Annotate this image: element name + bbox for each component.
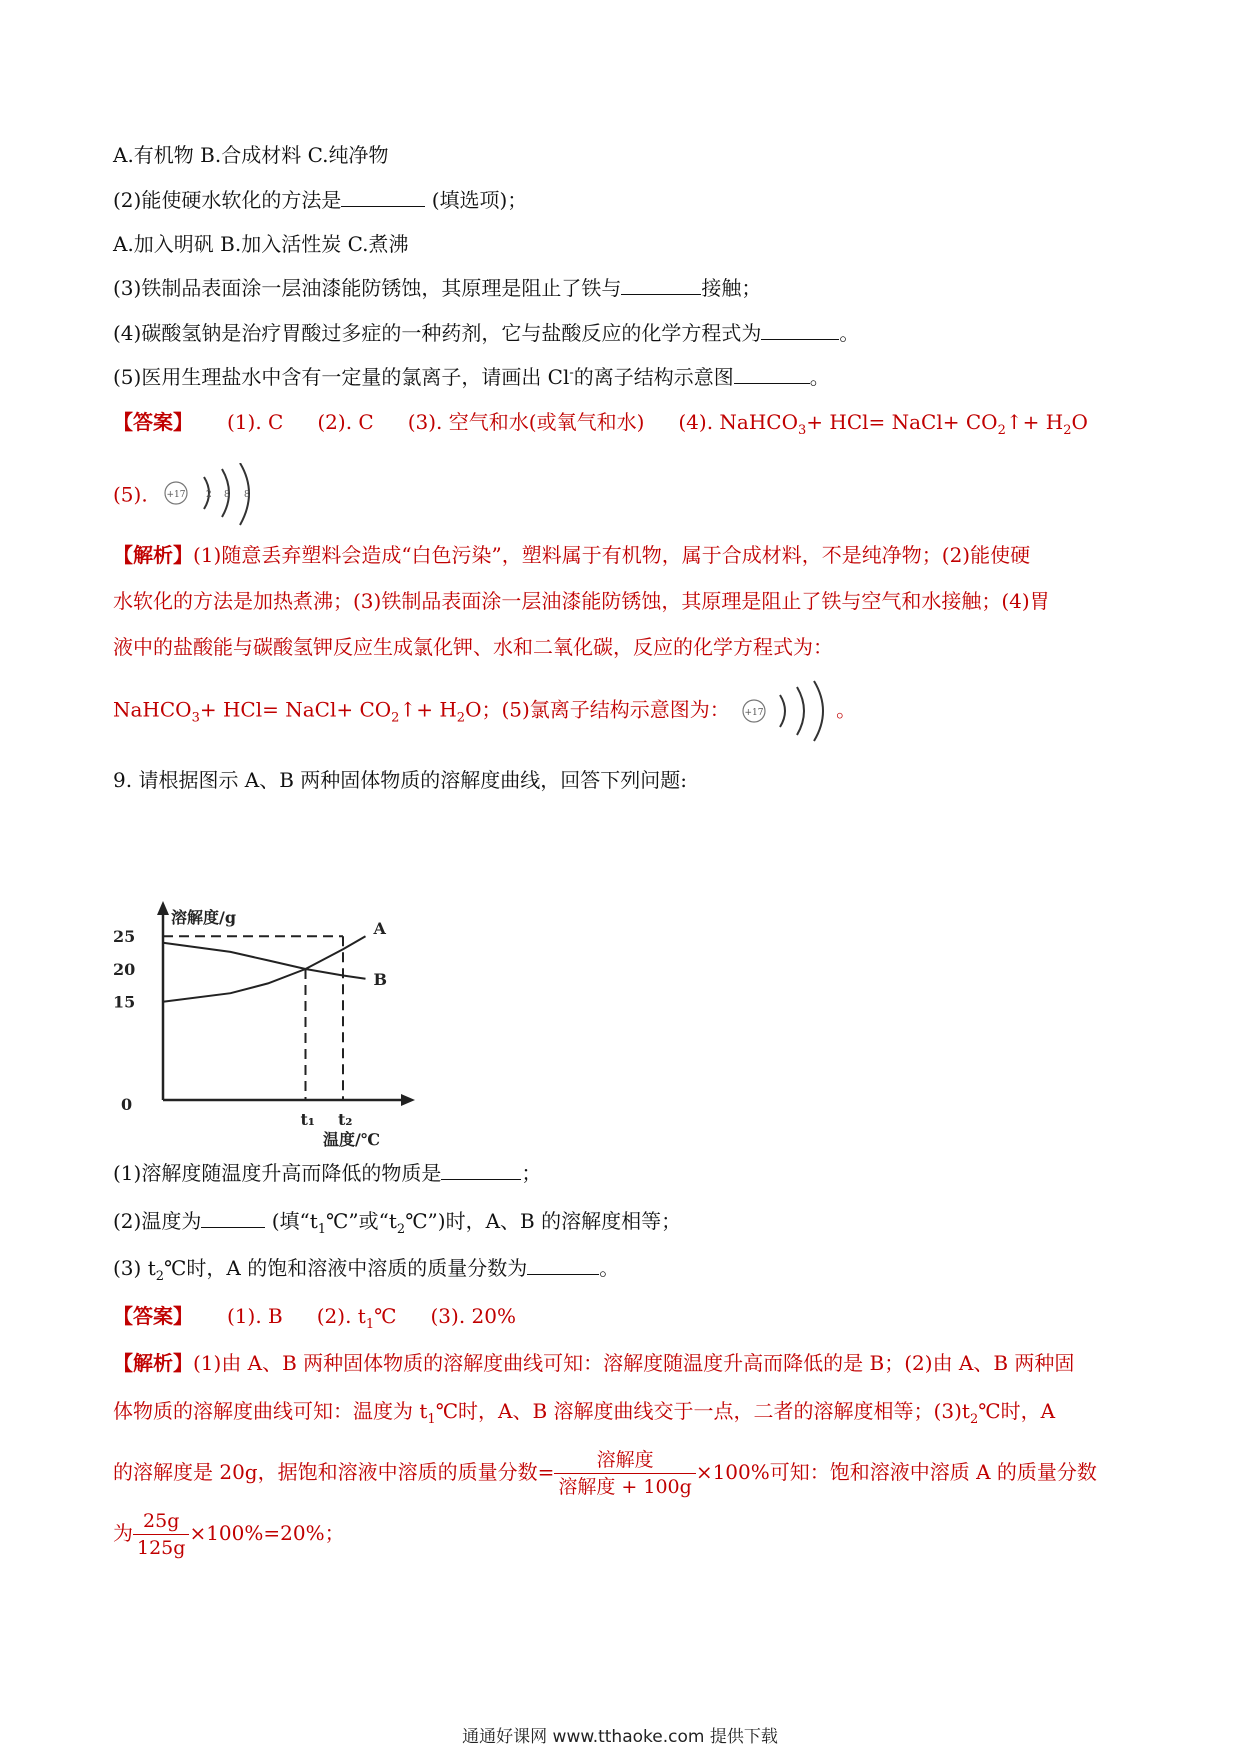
q8-analysis-line-3: 液中的盐酸能与碳酸氢钾反应生成氯化钾、水和二氧化碳，反应的化学方程式为： bbox=[113, 635, 833, 659]
q8-q3-suffix: 接触； bbox=[701, 276, 762, 300]
y-axis-arrow bbox=[157, 901, 169, 915]
q8-q4-suffix: 。 bbox=[839, 321, 860, 345]
q8-options-1: A.有机物 B.合成材料 C.纯净物 bbox=[113, 143, 389, 167]
answer-1: (1). B bbox=[227, 1304, 283, 1328]
answer-blank bbox=[201, 1209, 265, 1228]
q8-answer-5 bbox=[113, 463, 264, 529]
chloride-ion-diagram bbox=[154, 463, 264, 529]
q8-options-2: A.加入明矾 B.加入活性炭 C.煮沸 bbox=[113, 232, 409, 256]
q8-question-4 bbox=[113, 319, 859, 347]
svg-text:+17: +17 bbox=[166, 490, 186, 500]
svg-text:2: 2 bbox=[206, 490, 212, 500]
q9-analysis-line-4: 为 $\frac{25g}{125g}$ ×100%=20%； bbox=[113, 1510, 345, 1559]
y-axis-label: 溶解度/g bbox=[171, 908, 237, 927]
answer-blank bbox=[621, 276, 701, 295]
answer-blank bbox=[761, 321, 839, 340]
q9-answer bbox=[113, 1302, 516, 1330]
q9-analysis-line-1: 【解析】(1)由 A、B 两种固体物质的溶解度曲线可知：溶解度随温度升高而降低的是 B；(2)由 A、B 两种固 bbox=[113, 1351, 1075, 1375]
chloride-ion-diagram bbox=[736, 680, 836, 742]
q8-q2-text: (2)能使硬水软化的方法是 bbox=[113, 188, 342, 212]
answer-5-label: (5). bbox=[113, 482, 148, 507]
page-footer: 通通好课网 www.tthaoke.com 提供下载 bbox=[462, 1727, 778, 1747]
y-tick-label: 15 bbox=[113, 992, 136, 1012]
x-axis-arrow bbox=[401, 1094, 415, 1106]
q9-analysis-line-3: 的溶解度是 20g，据饱和溶液中溶质的质量分数= $\frac{\text{溶解度}}{\text{溶解度 + 100g}}$ ×100%可知：饱和溶液中溶质 A 的质量分数 bbox=[113, 1449, 1097, 1498]
q8-answer bbox=[113, 408, 1088, 436]
answer-3: (3). 20% bbox=[430, 1304, 516, 1328]
q8-analysis-line-4: NaHCO$_3$+ HCl= NaCl+ $CO_2↑+ H_2O$；(5)氯离子结构示意图为： +17 。 bbox=[113, 680, 856, 742]
q8-question-5 bbox=[113, 363, 830, 391]
series-label-B: B bbox=[373, 969, 388, 989]
q8-analysis-line-1: 【解析】(1)随意丢弃塑料会造成“白色污染”，塑料属于有机物，属于合成材料，不是纯净物；(2)能使硬 bbox=[113, 543, 1031, 567]
q8-question-2 bbox=[113, 186, 527, 214]
answer-3: (3). 空气和水(或氧气和水) bbox=[407, 410, 645, 434]
solubility-chart-svg bbox=[113, 895, 423, 1150]
q9-question-1: (1)溶解度随温度升高而降低的物质是 ； bbox=[113, 1161, 542, 1185]
series-line-B bbox=[163, 943, 366, 979]
superscript: - bbox=[569, 365, 574, 381]
y-tick-label: 25 bbox=[113, 927, 136, 947]
q8-q3-text: (3)铁制品表面涂一层油漆能防锈蚀，其原理是阻止了铁与 bbox=[113, 276, 622, 300]
q8-q5-text: (5)医用生理盐水中含有一定量的氯离子，请画出 Cl bbox=[113, 365, 570, 389]
y-tick-label: 20 bbox=[113, 959, 136, 979]
svg-text:8: 8 bbox=[244, 490, 250, 500]
fraction-value: $\frac{25g}{125g}$ bbox=[133, 1508, 189, 1561]
x-tick-label: t₁ bbox=[300, 1110, 315, 1129]
answer-tag: 【答案】 bbox=[113, 1304, 193, 1328]
answer-blank bbox=[441, 1161, 521, 1180]
answer-2: (2). C bbox=[317, 410, 374, 434]
answer-1: (1). C bbox=[227, 410, 284, 434]
answer-tag: 【答案】 bbox=[113, 410, 193, 434]
q9-stem: 9. 请根据图示 A、B 两种固体物质的溶解度曲线，回答下列问题: bbox=[113, 768, 688, 792]
origin-label: 0 bbox=[121, 1095, 133, 1114]
q8-analysis-line-2: 水软化的方法是加热煮沸；(3)铁制品表面涂一层油漆能防锈蚀，其原理是阻止了铁与空气和水接触；(4)胃 bbox=[113, 589, 1050, 613]
answer-2: (2). $t_1℃$ bbox=[316, 1304, 397, 1332]
q8-q5-suffix: 。 bbox=[809, 365, 830, 389]
answer-blank bbox=[734, 365, 810, 384]
answer-blank bbox=[341, 188, 425, 207]
q8-q2-suffix: (填选项)； bbox=[425, 188, 528, 212]
x-axis-label: 温度/℃ bbox=[323, 1130, 381, 1149]
q9-question-2: (2)温度为 (填“$t_1℃$”或“$t_2℃$”)时，A、B 的溶解度相等； bbox=[113, 1209, 682, 1237]
svg-text:+17: +17 bbox=[744, 708, 764, 718]
q9-question-3: (3) $t_2℃$时，A 的饱和溶液中溶质的质量分数为 。 bbox=[113, 1256, 620, 1284]
x-tick-label: t₂ bbox=[338, 1110, 353, 1129]
fraction-formula: $\frac{\text{溶解度}}{\text{溶解度 + 100g}}$ bbox=[554, 1447, 695, 1500]
solubility-chart bbox=[113, 895, 423, 1150]
series-label-A: A bbox=[373, 919, 386, 939]
svg-text:8: 8 bbox=[224, 490, 230, 500]
q8-question-3 bbox=[113, 274, 761, 302]
answer-4: (4). NaHCO$_3$+ HCl= NaCl+ $CO_2↑+ H_2O$ bbox=[678, 410, 1088, 438]
q8-q5-text-2: 的离子结构示意图 bbox=[573, 365, 734, 389]
analysis-tag: 【解析】 bbox=[113, 543, 193, 567]
q9-analysis-line-2: 体物质的溶解度曲线可知：温度为 $t_1℃$时，A、B 溶解度曲线交于一点，二者的溶解度相等；$(3)t_2℃$时，A bbox=[113, 1399, 1056, 1427]
q8-q4-text: (4)碳酸氢钠是治疗胃酸过多症的一种药剂，它与盐酸反应的化学方程式为 bbox=[113, 321, 762, 345]
analysis-tag: 【解析】 bbox=[113, 1351, 193, 1375]
answer-blank bbox=[527, 1256, 599, 1275]
